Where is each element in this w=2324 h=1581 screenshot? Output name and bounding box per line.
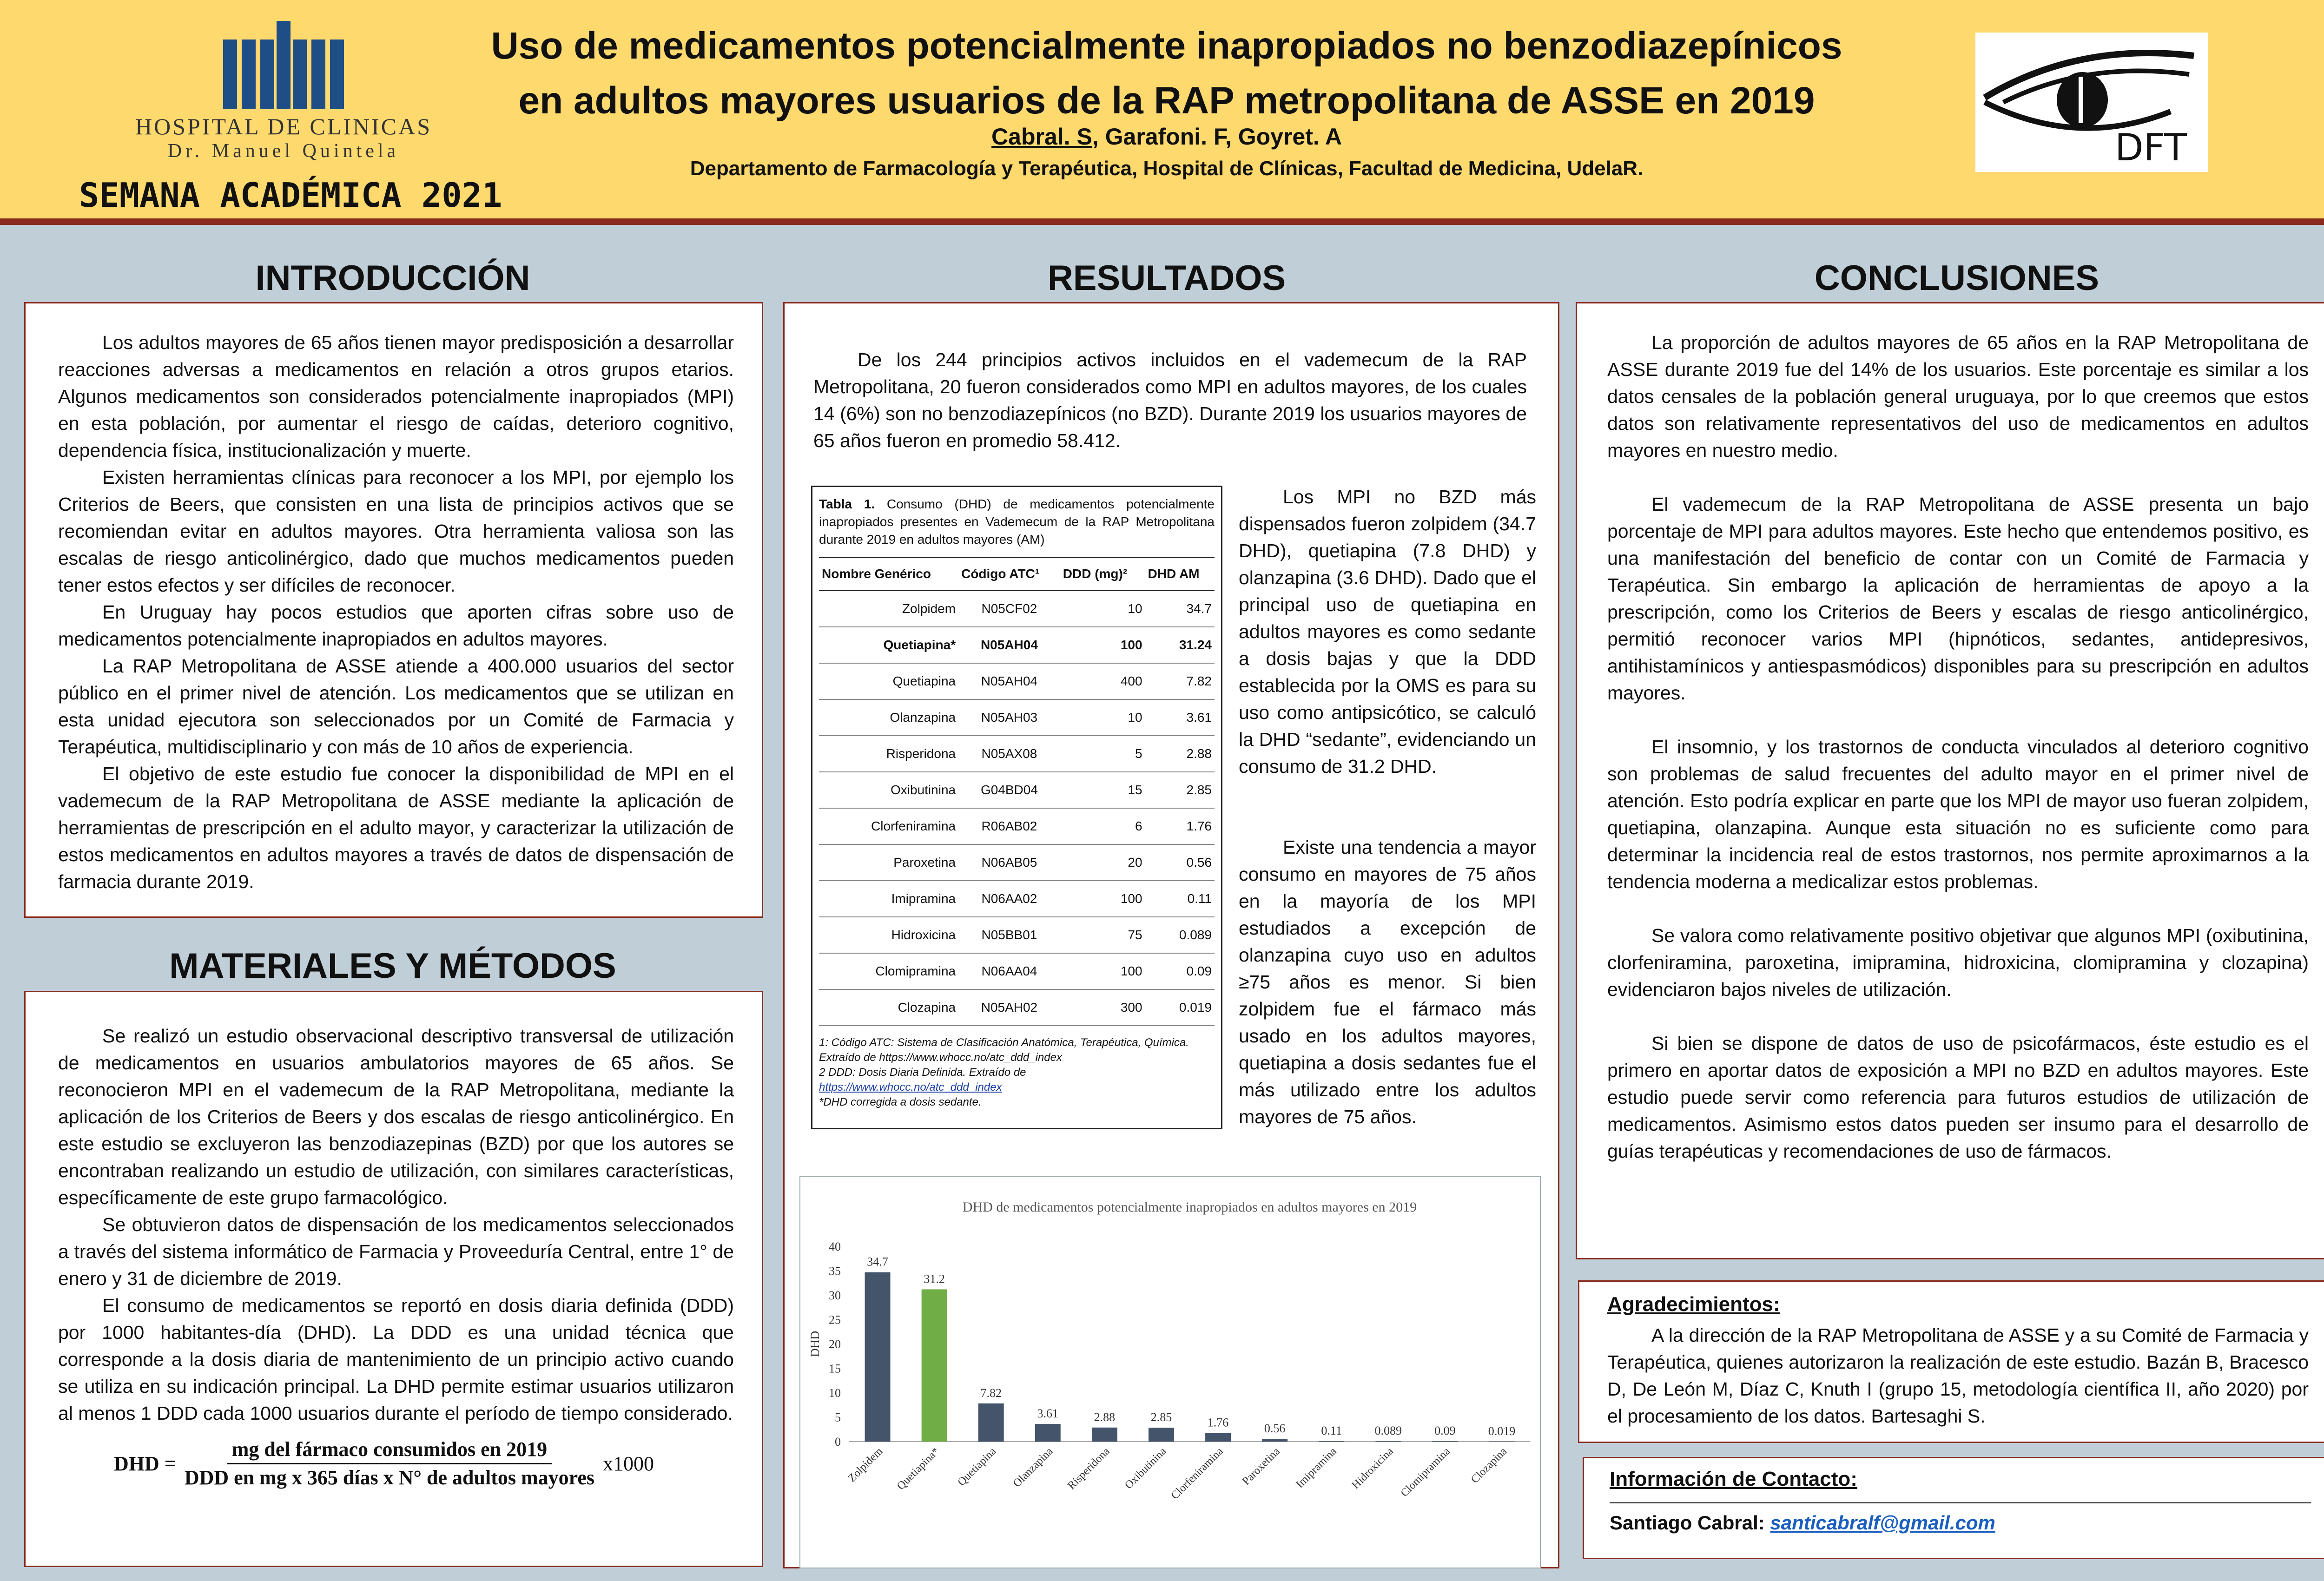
table-caption-text: Consumo (DHD) de medicamentos potencialmente inapropiados presentes en Vademecum de la RAP Metropolitana durante 2019 en adultos mayores (AM) [819,497,1215,547]
col-header: Código ATC¹ [958,558,1060,591]
table-cell: Quetiapina* [819,627,958,663]
hospital-building-icon [214,21,353,109]
y-tick-label: 30 [829,1289,841,1302]
bar-olanzapina [1035,1424,1061,1442]
contact-name: Santiago Cabral: [1610,1512,1765,1534]
table-cell: 20 [1060,844,1145,881]
contact-box [1583,1457,2324,1559]
title-line-1: Uso de medicamentos potencialmente inapropiados no benzodiazepínicos [491,25,1842,67]
table-cell: Clorfeniramina [819,808,958,844]
table-note-2-text: 2 DDD: Dosis Diaria Definida. Extraído de [819,1066,1026,1079]
table-cell: 400 [1060,663,1145,699]
data-label: 0.089 [1374,1424,1402,1438]
header-divider [0,218,2324,225]
title-line-2: en adultos mayores usuarios de la RAP metropolitana de ASSE en 2019 [518,79,1815,122]
category-label: Quetiapina* [895,1445,942,1493]
table-cell: 75 [1060,917,1145,953]
hospital-name: HOSPITAL DE CLINICAS [135,113,432,139]
intro-paragraph: El objetivo de este estudio fue conocer la disponibilidad de MPI en el vademecum de la RAP Metropolitana de ASSE mediante la aplicación de herramientas de prescripción en el adulto mayor, y caracterizar la utilización de estos medicamentos en adultos mayores a través de datos de dispensación de farmacia durante 2019. [58,763,734,892]
table-caption-label: Tabla 1. [819,497,875,511]
table-note-2 [819,1065,1215,1095]
conclusion-paragraph: La proporción de adultos mayores de 65 años en la RAP Metropolitana de ASSE durante 2019 fue del 14% de los usuarios. Este porcentaje es similar a los datos censales de la población general uruguaya, por lo que creemos que estos datos son relativamente representativos del uso de medicamentos en adultos mayores en nuestro medio. [1607,332,2309,461]
table-cell: 100 [1060,881,1145,917]
data-label: 34.7 [867,1255,888,1269]
table-row [819,917,1215,953]
methods-paragraph: Se realizó un estudio observacional descriptivo transversal de utilización de medicamentos en usuarios ambulatorios mayores de 65 años. Se reconocieron MPI en el vademecum de la RAP Metropolitana, mediante la aplicación de los Criterios de Beers y dos escalas de riesgo anticolinérgico. En este estudio se excluyeron las benzodiazepinas (BZD) por que los autores se encontraban realizando un estudio de utilización, con similares características, específicamente de este grupo farmacológico. [58,1025,734,1208]
department: Departamento de Farmacología y Terapéutica, Hospital de Clínicas, Facultad de Medicina, UdelaR. [690,157,1644,180]
table-notes [819,1035,1215,1110]
data-label: 0.56 [1264,1422,1286,1436]
intro-paragraph: En Uruguay hay pocos estudios que aporten cifras sobre uso de medicamentos potencialmente inapropiados en adultos mayores. [58,601,734,650]
bar-clorfeniramina [1205,1433,1231,1442]
table-caption [819,495,1215,548]
intro-paragraph: Existen herramientas clínicas para reconocer a los MPI, por ejemplo los Criterios de Beers, que consisten en una lista de principios activos que se recomiendan evitar en adultos mayores. Otra herramienta valiosa son las escalas de riesgo anticolinérgico, dado que muchos medicamentos pueden tener estos efectos y ser difíciles de reconocer. [58,467,734,596]
poster-header [0,0,2324,218]
acknowledgments-box [1578,1280,2324,1443]
category-label: Paroxetina [1240,1445,1282,1488]
category-label: Risperidona [1065,1445,1112,1492]
table-cell: Paroxetina [819,844,958,881]
category-label: Olanzapina [1010,1445,1056,1490]
table-cell: 2.88 [1145,736,1215,772]
table-cell: Zolpidem [819,591,958,627]
table-cell: 10 [1060,699,1145,736]
category-label: Quetiapina [955,1445,999,1489]
intro-box [24,302,763,918]
table-cell: Olanzapina [819,699,958,736]
table-cell: 15 [1060,772,1145,808]
table-cell: 0.09 [1145,953,1215,989]
bar-oxibutinina [1149,1428,1174,1442]
y-tick-label: 35 [829,1264,841,1278]
table-cell: N05AH04 [958,663,1060,699]
dhd-bar-chart [799,1176,1541,1568]
table-cell: Hidroxicina [819,917,958,953]
table-cell: 100 [1060,953,1145,989]
bar-clomipramina [1432,1441,1458,1442]
data-label: 2.88 [1094,1410,1116,1424]
table-cell: N05CF02 [958,591,1060,627]
table-cell: N06AB05 [958,844,1060,881]
conclusion-paragraph: Se valora como relativamente positivo objetivar que algunos MPI (oxibutinina, clorfeniramina, paroxetina, imipramina, hidroxicina, clomipramina y clozapina) evidenciaron bajos niveles de utilización. [1607,925,2309,1000]
hospital-logo [130,21,437,160]
table-cell: Clozapina [819,989,958,1026]
conclusions-box [1576,302,2324,1259]
results-intro [813,346,1527,454]
formula-multiplier: x1000 [603,1452,654,1475]
y-tick-label: 15 [829,1362,841,1376]
category-label: Clozapina [1469,1445,1510,1486]
data-label: 0.11 [1321,1423,1342,1437]
intro-heading: INTRODUCCIÓN [255,258,530,298]
data-label: 7.82 [980,1386,1002,1400]
main-author: Cabral. S [991,124,1092,150]
table-cell: N05AX08 [958,736,1060,772]
table-cell: 5 [1060,736,1145,772]
bar-paroxetina [1262,1439,1287,1442]
table-cell: 1.76 [1145,808,1215,844]
table-cell: Oxibutinina [819,772,958,808]
chart-title: DHD de medicamentos potencialmente inapropiados en adultos mayores en 2019 [962,1199,1417,1215]
table-cell: 300 [1060,989,1145,1026]
table-cell: G04BD04 [958,772,1060,808]
table-row [819,953,1215,989]
table-cell: 7.82 [1145,663,1215,699]
col-header: DHD AM [1145,558,1215,591]
dft-logo-text: DFT [2115,126,2187,169]
chart-svg [800,1177,1542,1569]
contact-line [1610,1512,2311,1534]
table-cell: N05AH03 [958,699,1060,736]
table-cell: N06AA04 [958,953,1060,989]
table-cell: 10 [1060,591,1145,627]
co-authors: , Garafoni. F, Goyret. A [1092,124,1342,150]
data-label: 0.019 [1488,1424,1516,1438]
table-cell: 0.11 [1145,881,1215,917]
table-cell: Quetiapina [819,663,958,699]
methods-paragraph: Se obtuvieron datos de dispensación de los medicamentos seleccionados a través del sistema informático de Farmacia y Proveeduría Central, entre 1° de enero y 31 de diciembre de 2019. [58,1214,734,1289]
y-tick-label: 0 [835,1435,841,1449]
y-tick-label: 10 [829,1386,841,1400]
formula-fraction [180,1436,599,1491]
table-cell: Imipramina [819,881,958,917]
table-row [819,736,1215,772]
table-cell: 34.7 [1145,591,1215,627]
dhd-formula [114,1436,734,1491]
contact-heading: Información de Contacto: [1610,1468,2311,1503]
results-paragraph: Existe una tendencia a mayor consumo en mayores de 75 años en la mayoría de los MPI estudiados a excepción de olanzapina cuyo uso en adultos ≥75 años es menor. Si bien zolpidem fue el fármaco más usado en los adultos mayores, quetiapina a dosis sedantes fue el más utilizado entre los adultos mayores de 75 años. [1239,837,1536,1127]
table-row [819,627,1215,663]
y-tick-label: 40 [829,1240,841,1253]
bar-risperidona [1092,1428,1117,1442]
dhd-table [811,486,1222,1129]
table-note-3: *DHD corregida a dosis sedante. [819,1095,982,1108]
semana-academica-label: SEMANA ACADÉMICA 2021 [79,176,502,215]
data-label: 1.76 [1207,1416,1229,1429]
bar-quetiapina [978,1403,1004,1442]
methods-paragraph: El consumo de medicamentos se reportó en dosis diaria definida (DDD) por 1000 habitantes-día (DHD). La DDD es una unidad técnica que corresponde a la dosis diaria de mantenimiento de un principio activo cuando se utiliza en su indicación principal. La DHD permite estimar usuarios utilizaron al menos 1 DDD cada 1000 usuarios durante el período de tiempo considerado. [58,1295,734,1424]
conclusion-paragraph: El insomnio, y los trastornos de conducta vinculados al deterioro cognitivo son problemas de salud frecuentes del adulto mayor en el primer nivel de atención. Esto podría explicar en parte que los MPI de mayor uso fueran zolpidem, quetiapina, olanzapina. Aunque esta situación no es suficiente como para determinar la incidencia real de estos trastornos, nos permite aproximarnos a la tendencia moderna a medicalizar estos problemas. [1607,736,2309,892]
category-label: Clorfeniramina [1169,1445,1226,1502]
contact-email-link[interactable]: santicabralf@gmail.com [1770,1512,1995,1534]
formula-lhs: DHD = [114,1452,176,1475]
table-cell: 100 [1060,627,1145,663]
poster-title [446,19,1887,128]
data-label: 2.85 [1150,1410,1172,1424]
intro-paragraph: Los adultos mayores de 65 años tienen mayor predisposición a desarrollar reacciones adversas a medicamentos en relación a otros grupos etarios. Algunos medicamentos son considerados potencialmente inapropiados (MPI) en esta población, por aumentar el riesgo de caídas, deterioro cognitivo, dependencia física, institucionalización y muerte. [58,332,734,461]
category-label: Zolpidem [845,1445,885,1485]
y-tick-label: 20 [829,1337,841,1351]
category-label: Hidroxicina [1349,1445,1396,1492]
conclusion-paragraph: Si bien se dispone de datos de uso de psicofármacos, éste estudio es el primero en aportar datos de exposición a MPI no BZD en adultos mayores. Este estudio puede servir como referencia para futuros estudios de utilización de medicamentos. Asimismo estos datos pueden ser insumo para el desarrollo de guías terapéuticas y recomendaciones de uso de fármacos. [1607,1033,2309,1162]
conclusions-heading: CONCLUSIONES [1814,258,2100,298]
table-row [819,699,1215,736]
table-cell: 2.85 [1145,772,1215,808]
category-label: Oxibutinina [1122,1445,1169,1492]
data-label: 31.2 [924,1272,945,1286]
authors [446,123,1887,150]
acknowledgments-text: A la dirección de la RAP Metropolitana de ASSE y a su Comité de Farmacia y Terapéutica, quienes autorizaron la realización de este estudio. Bazán B, Bracesco D, De León M, Díaz C, Knuth I (grupo 15, metodología científica II, año 2020) por el procesamiento de los datos. Bartesaghi S. [1607,1324,2309,1427]
table-row [819,881,1215,917]
results-paragraph: De los 244 principios activos incluidos en el vademecum de la RAP Metropolitana, 20 fueron considerados como MPI en adultos mayores, de los cuales 14 (6%) son no benzodiazepínicos (no BZD). Durante 2019 los usuarios mayores de 65 años fueron en promedio 58.412. [813,349,1527,451]
bar-imipramina [1319,1441,1344,1442]
table-cell: 0.56 [1145,844,1215,881]
table-row [819,591,1215,627]
table-cell: N06AA02 [958,881,1060,917]
table-cell: N05AH04 [958,627,1060,663]
table-cell: R06AB02 [958,808,1060,844]
table-cell: 31.24 [1145,627,1215,663]
table-cell: N05AH02 [958,989,1060,1026]
table-cell: Risperidona [819,736,958,772]
table-header-row [819,558,1215,591]
category-label: Clomipramina [1398,1445,1453,1500]
results-heading: RESULTADOS [1047,258,1286,298]
formula-denominator: DDD en mg x 365 días x N° de adultos mayores [184,1466,595,1489]
table-cell: 0.089 [1145,917,1215,953]
y-tick-label: 25 [829,1313,841,1327]
table-row [819,663,1215,699]
data-label: 0.09 [1434,1424,1456,1438]
table [819,557,1215,1026]
bar-zolpidem [865,1272,891,1442]
bar-hidroxicina [1375,1441,1401,1442]
results-paragraph: Los MPI no BZD más dispensados fueron zolpidem (34.7 DHD), quetiapina (7.8 DHD) y olanzapina (3.6 DHD). Dado que el principal uso de quetiapina en adultos mayores es como sedante a dosis bajas y que la DDD establecida por la OMS es para su uso como antipsicótico, se calculó la DHD “sedante”, evidenciando un consumo de 31.2 DHD. [1239,486,1536,777]
table-row [819,772,1215,808]
data-label: 3.61 [1037,1407,1059,1421]
y-tick-label: 5 [835,1410,841,1424]
table-row [819,989,1215,1026]
eye-logo-icon [1975,33,2208,172]
intro-paragraph: La RAP Metropolitana de ASSE atiende a 400.000 usuarios del sector público en el primer nivel de atención. Los medicamentos que se utilizan en esta unidad ejecutora son seleccionados por un Comité de Farmacia y Terapéutica, multidisciplinario y con más de 10 años de experiencia. [58,655,734,758]
methods-heading: MATERIALES Y MÉTODOS [169,946,616,986]
category-label: Imipramina [1294,1445,1339,1491]
col-header: DDD (mg)² [1060,558,1145,591]
table-cell: 6 [1060,808,1145,844]
table-row [819,844,1215,881]
results-side-text [1239,483,1536,1130]
table-note-1: 1: Código ATC: Sistema de Clasificación Anatómica, Terapéutica, Química. Extraído de https://www.whocc.no/atc_ddd_index [819,1036,1189,1064]
acknowledgments-heading: Agradecimientos: [1607,1293,1780,1316]
col-header: Nombre Genérico [819,558,958,591]
dft-logo [1975,33,2208,172]
hospital-subname: Dr. Manuel Quintela [167,140,400,162]
whocc-link[interactable]: https://www.whocc.no/atc_ddd_index [819,1080,1002,1094]
bar-quetiapina [922,1289,947,1442]
formula-numerator: mg del fármaco consumidos en 2019 [227,1436,552,1464]
table-cell: Clomipramina [819,953,958,989]
conclusion-paragraph: El vademecum de la RAP Metropolitana de ASSE presenta un bajo porcentaje de MPI para adultos mayores. Este hecho que entendemos positivo, es una manifestación del beneficio de contar con un Comité de Farmacia y Terapéutica. Sin embargo la aplicación de herramientas de apoyo a la prescripción, como los Criterios de Beers y escalas de riesgo anticolinérgico, permitió reconocer varios MPI (hipnóticos, sedantes, antidepresivos, antihistamínicos y antiespasmódicos) disponibles para su prescripción en adultos mayores. [1607,494,2309,704]
table-row [819,808,1215,844]
y-axis-label: DHD [808,1331,822,1357]
table-cell: 0.019 [1145,989,1215,1026]
table-cell: N05BB01 [958,917,1060,953]
methods-box [24,991,763,1567]
table-cell: 3.61 [1145,699,1215,736]
